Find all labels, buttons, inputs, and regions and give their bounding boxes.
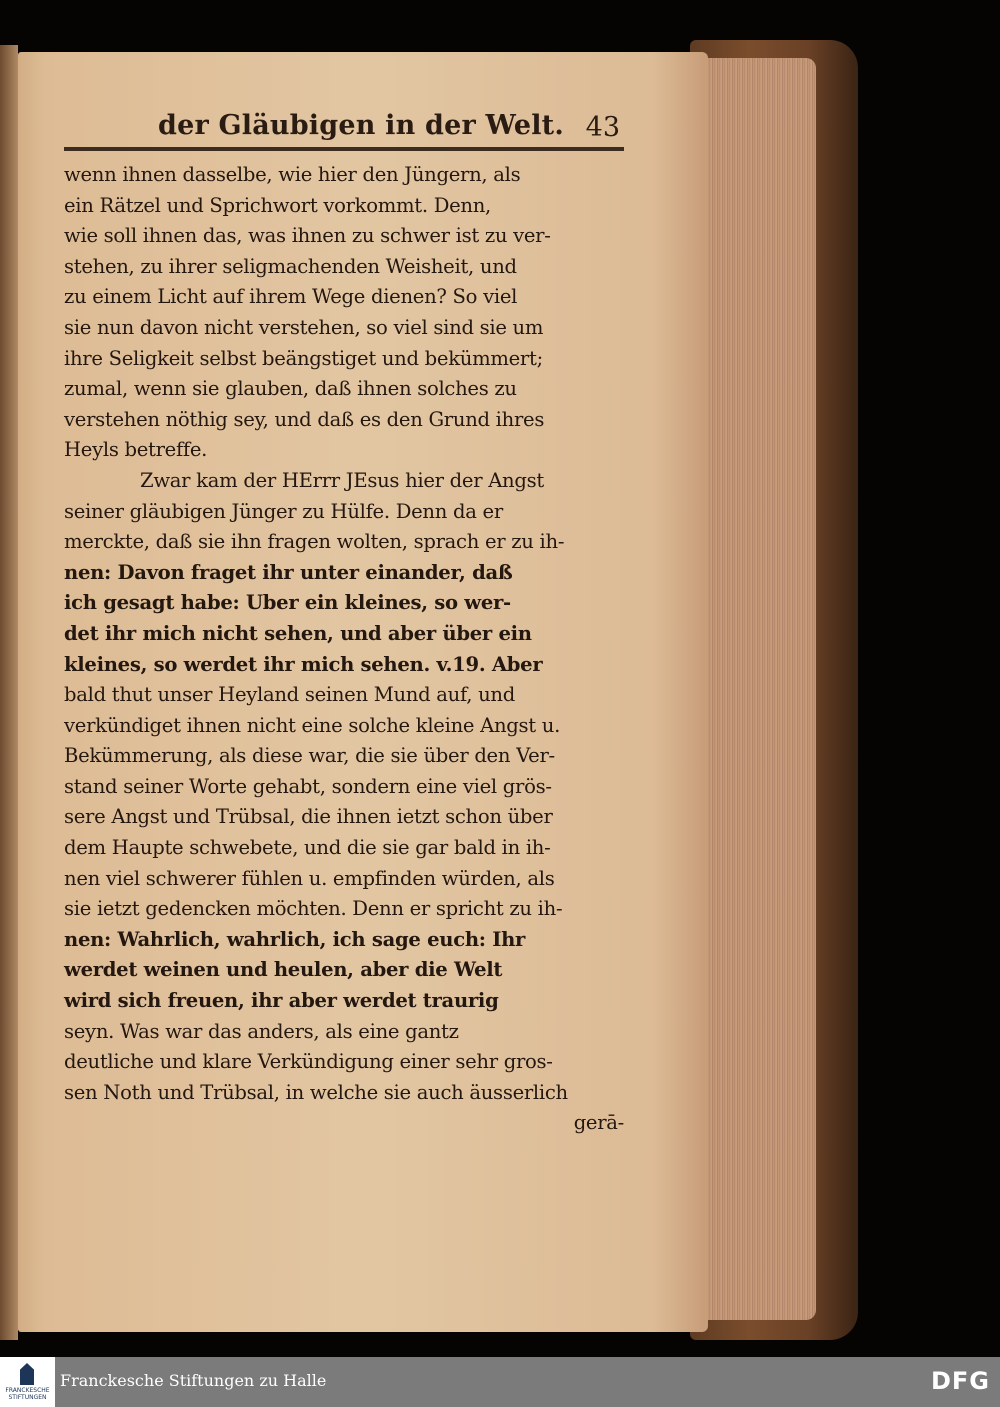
- text-line: seiner gläubigen Jünger zu Hülfe. Denn da er: [64, 499, 503, 523]
- text-line: nen viel schwerer fühlen u. empfinden würden, als: [64, 866, 555, 890]
- text-line: verkündiget ihnen nicht eine solche kleine Angst u.: [64, 713, 561, 737]
- text-line: Zwar kam der HErrr JEsus hier der Angst: [140, 468, 544, 492]
- text-line: ich gesagt habe: Uber ein kleines, so wer-: [64, 591, 511, 615]
- institution-name[interactable]: Franckesche Stiftungen zu Halle: [60, 1371, 327, 1390]
- catchword: gerā-: [573, 1111, 624, 1135]
- text-line: verstehen nöthig sey, und daß es den Grund ihres: [64, 407, 545, 431]
- text-line: ihre Seligkeit selbst beängstiget und bekümmert;: [64, 346, 543, 370]
- text-line: stehen, zu ihrer seligmachenden Weisheit, und: [64, 254, 517, 278]
- text-line: Bekümmerung, als diese war, die sie über den Ver-: [64, 744, 555, 768]
- text-line: zu einem Licht auf ihrem Wege dienen? So viel: [64, 285, 518, 309]
- text-line: kleines, so werdet ihr mich sehen. v.19. Aber: [64, 652, 543, 676]
- logo-text: FRANCKESCHE STIFTUNGEN: [5, 1387, 50, 1401]
- text-line: sen Noth und Trübsal, in welche sie auch äusserlich: [64, 1080, 568, 1104]
- text-line: merckte, daß sie ihn fragen wolten, sprach er zu ih-: [64, 530, 565, 554]
- text-line: werdet weinen und heulen, aber die Welt: [64, 958, 503, 982]
- text-line: Heyls betreffe.: [64, 438, 208, 462]
- text-line: dem Haupte schwebete, und die sie gar bald in ih-: [64, 836, 551, 860]
- text-line: ein Rätzel und Sprichwort vorkommt. Denn,: [64, 193, 491, 217]
- text-line: seyn. Was war das anders, als eine gantz: [64, 1019, 459, 1043]
- header-rule: [64, 147, 624, 151]
- dfg-logo[interactable]: DFG: [930, 1367, 990, 1395]
- text-line: nen: Davon fraget ihr unter einander, daß: [64, 560, 513, 584]
- text-line: sie nun davon nicht verstehen, so viel sind sie um: [64, 315, 544, 339]
- text-line: wie soll ihnen das, was ihnen zu schwer ist zu ver-: [64, 224, 551, 248]
- text-line: sie ietzt gedencken möchten. Denn er spricht zu ih-: [64, 897, 563, 921]
- tower-icon: [20, 1363, 34, 1385]
- page-number: 43: [585, 112, 620, 143]
- facing-page-edge: [0, 45, 18, 1340]
- page-header: [158, 110, 620, 150]
- text-line: deutliche und klare Verkündigung einer sehr gros-: [64, 1050, 553, 1074]
- text-line: zumal, wenn sie glauben, daß ihnen solches zu: [64, 377, 517, 401]
- text-line: wird sich freuen, ihr aber werdet traurig: [64, 989, 499, 1013]
- running-head: der Gläubigen in der Welt.: [158, 110, 564, 141]
- text-line: stand seiner Worte gehabt, sondern eine viel grös-: [64, 774, 552, 798]
- text-line: wenn ihnen dasselbe, wie hier den Jüngern, als: [64, 163, 521, 186]
- text-line: nen: Wahrlich, wahrlich, ich sage euch: Ihr: [64, 927, 526, 951]
- body-text: [64, 160, 626, 1139]
- text-line: bald thut unser Heyland seinen Mund auf, und: [64, 683, 515, 707]
- viewer-footer: [0, 1357, 1000, 1407]
- institution-logo[interactable]: [0, 1357, 55, 1407]
- text-line: det ihr mich nicht sehen, und aber über ein: [64, 621, 532, 645]
- text-line: sere Angst und Trübsal, die ihnen ietzt schon über: [64, 805, 553, 829]
